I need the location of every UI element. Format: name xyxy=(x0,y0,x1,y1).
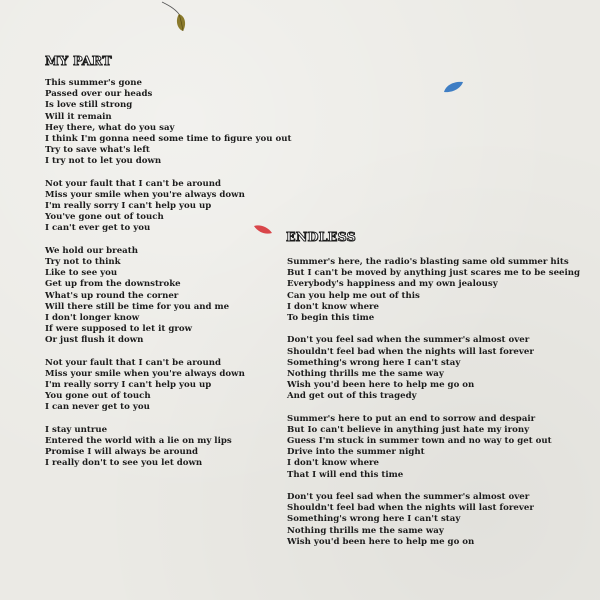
lyric-line: I'm really sorry I can't help you up xyxy=(45,201,212,212)
lyric-line: Summer's here, the radio's blasting same old summer hits xyxy=(287,257,569,267)
lyric-line: Something's wrong here I can't stay xyxy=(287,357,461,368)
lyric-line: Will it remain xyxy=(45,111,112,122)
lyric-line: We hold our breath xyxy=(45,245,138,256)
lyric-line: And get out of this tragedy xyxy=(287,391,417,402)
lyric-line: Entered the world with a lie on my lips xyxy=(45,436,232,446)
lyric-line: Not your fault that I can't be around xyxy=(45,357,221,368)
lyric-line: Guess I'm stuck in summer town and no way to get out xyxy=(287,436,552,446)
stanza xyxy=(287,335,580,402)
lyric-line: Nothing thrills me the same way xyxy=(287,525,444,536)
lyric-line: Summer's here to put an end to sorrow and despair xyxy=(287,413,536,424)
lyric-line: What's up round the corner xyxy=(45,290,179,301)
lyric-line: This summer's gone xyxy=(45,78,142,88)
lyric-line: But I can't be moved by anything just scares me to be seeing xyxy=(287,268,581,279)
lyric-line: I don't longer know xyxy=(45,312,140,323)
lyric-line: To begin this time xyxy=(287,312,375,323)
lyric-line: Nothing thrills me the same way xyxy=(287,368,444,379)
stanza xyxy=(45,246,291,347)
lyric-line: Try to save what's left xyxy=(45,145,150,156)
lyric-line: Miss your smile when you're always down xyxy=(45,368,245,379)
lyric-line: You've gone out of touch xyxy=(45,212,164,223)
lyric-line: Hey there, what do you say xyxy=(45,122,175,133)
lyric-line: Don't you feel sad when the summer's almost over xyxy=(287,491,530,502)
lyric-line: I can never get to you xyxy=(45,402,150,413)
lyric-line: Promise I will always be around xyxy=(45,447,198,458)
lyric-line: I can't ever get to you xyxy=(45,223,151,234)
lyric-line: Wish you'd been here to help me go on xyxy=(287,536,475,547)
stanza xyxy=(45,358,291,414)
lyrics-endless xyxy=(287,257,580,559)
lyric-line: Like to see you xyxy=(45,268,118,279)
lyric-line: You gone out of touch xyxy=(45,391,151,402)
stanza xyxy=(287,257,580,324)
lyric-line: I try not to let you down xyxy=(45,156,162,167)
stanza xyxy=(287,414,580,481)
lyric-line: Shouldn't feel bad when the nights will last forever xyxy=(287,346,534,357)
blue-droplet-icon xyxy=(442,79,466,95)
lyric-line: I think I'm gonna need some time to figure you out xyxy=(45,133,292,144)
lyric-line: Will there still be time for you and me xyxy=(45,301,230,312)
stanza xyxy=(45,78,291,168)
lyric-line: Not your fault that I can't be around xyxy=(45,178,221,189)
stanza xyxy=(287,492,580,548)
lyric-line: Something's wrong here I can't stay xyxy=(287,514,461,525)
lyric-line: Don't you feel sad when the summer's almost over xyxy=(287,335,530,346)
leaf-icon xyxy=(160,0,196,36)
lyric-line: Miss your smile when you're always down xyxy=(45,189,245,200)
lyric-line: I really don't to see you let down xyxy=(45,458,203,469)
lyric-line: That I will end this time xyxy=(287,469,404,480)
lyrics-my-part xyxy=(45,78,291,481)
song-title-my-part: MY PART xyxy=(45,53,112,68)
lyric-line: I stay untrue xyxy=(45,424,108,435)
lyric-line: If were supposed to let it grow xyxy=(45,324,192,335)
stanza xyxy=(45,425,291,470)
lyric-line: Shouldn't feel bad when the nights will last forever xyxy=(287,503,534,514)
song-title-endless: ENDLESS xyxy=(286,229,356,244)
lyric-line: Or just flush it down xyxy=(45,335,144,346)
lyric-line: I don't know where xyxy=(287,301,380,312)
lyric-line: I'm really sorry I can't help you up xyxy=(45,380,212,391)
lyric-line: Is love still strong xyxy=(45,100,133,111)
stanza xyxy=(45,179,291,235)
lyric-line: But Io can't believe in anything just hate my irony xyxy=(287,424,530,435)
lyric-line: Try not to think xyxy=(45,257,121,267)
lyric-line: Passed over our heads xyxy=(45,89,153,100)
lyric-line: Can you help me out of this xyxy=(287,290,420,301)
lyric-line: Everybody's happiness and my own jealousy xyxy=(287,279,498,290)
lyric-line: Get up from the downstroke xyxy=(45,279,181,290)
lyric-line: Drive into the summer night xyxy=(287,447,425,458)
lyric-line: Wish you'd been here to help me go on xyxy=(287,380,475,391)
lyric-line: I don't know where xyxy=(287,458,380,469)
